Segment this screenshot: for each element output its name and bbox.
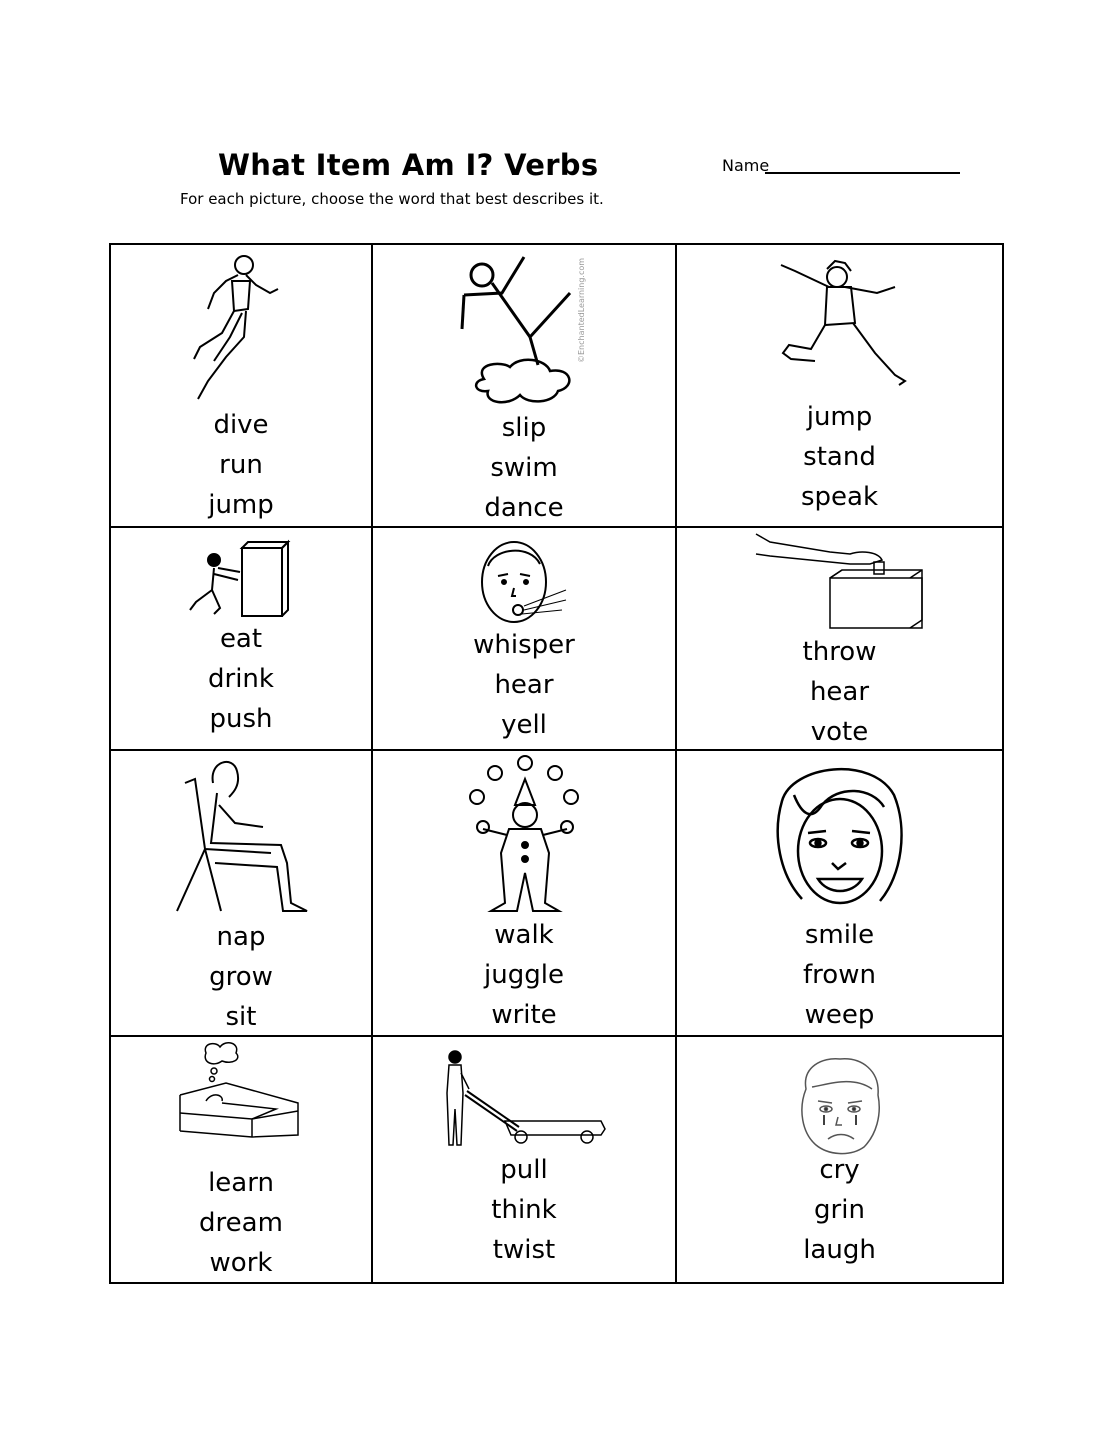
word-option[interactable]: walk (494, 920, 554, 950)
word-option[interactable]: nap (216, 922, 266, 952)
word-option[interactable]: pull (500, 1155, 548, 1185)
word-option[interactable]: dance (484, 493, 564, 523)
cell-5[interactable] (372, 527, 676, 750)
cell-12[interactable] (676, 1036, 1003, 1283)
svg-text:©EnchantedLearning.com: ©EnchantedLearning.com (577, 257, 586, 363)
word-option[interactable]: grow (209, 962, 273, 992)
word-option[interactable]: jump (208, 490, 274, 520)
word-option[interactable]: dream (199, 1208, 283, 1238)
slipping-figure-icon (373, 253, 675, 408)
cell-10[interactable] (110, 1036, 372, 1283)
name-label: Name (722, 156, 770, 175)
word-option[interactable]: push (209, 704, 273, 734)
word-option[interactable]: slip (501, 413, 547, 443)
word-option[interactable]: grin (814, 1195, 865, 1225)
pulling-wagon-icon (373, 1049, 675, 1151)
word-option[interactable]: speak (800, 482, 879, 512)
sitting-woman-icon (111, 753, 371, 915)
juggling-clown-icon (373, 753, 675, 915)
word-option[interactable]: cry (819, 1155, 860, 1185)
word-option[interactable]: frown (803, 960, 876, 990)
cell-4[interactable] (110, 527, 372, 750)
smiling-face-icon (677, 755, 1002, 913)
name-field[interactable] (765, 172, 960, 174)
dreaming-bed-icon (111, 1039, 371, 1139)
word-option[interactable]: run (219, 450, 263, 480)
pushing-box-icon (111, 538, 371, 620)
word-option[interactable]: learn (208, 1168, 274, 1198)
instructions: For each picture, choose the word that best describes it. (180, 190, 604, 208)
word-option[interactable]: yell (501, 710, 547, 740)
cell-9[interactable] (676, 750, 1003, 1036)
word-option[interactable]: smile (804, 920, 875, 950)
cell-6[interactable] (676, 527, 1003, 750)
word-option[interactable]: jump (806, 402, 873, 432)
jumping-person-icon (677, 257, 1002, 397)
word-option[interactable]: throw (802, 637, 877, 667)
word-option[interactable]: eat (219, 624, 263, 654)
word-option[interactable]: juggle (484, 960, 564, 990)
word-option[interactable]: twist (492, 1235, 556, 1265)
word-option[interactable]: write (491, 1000, 557, 1030)
word-option[interactable]: stand (803, 442, 876, 472)
word-option[interactable]: drink (208, 664, 274, 694)
word-option[interactable]: whisper (473, 630, 575, 660)
crying-face-icon (677, 1055, 1002, 1157)
word-option[interactable]: hear (809, 677, 870, 707)
word-option[interactable]: swim (490, 453, 558, 483)
cell-8[interactable] (372, 750, 676, 1036)
word-option[interactable]: laugh (803, 1235, 876, 1265)
worksheet-grid (109, 243, 1004, 1284)
word-option[interactable]: sit (225, 1002, 257, 1032)
word-option[interactable]: work (209, 1248, 273, 1278)
word-option[interactable]: hear (494, 670, 554, 700)
word-option[interactable]: weep (804, 1000, 875, 1030)
word-option[interactable]: think (491, 1195, 557, 1225)
cell-1[interactable] (110, 244, 372, 527)
word-option[interactable]: dive (213, 410, 269, 440)
cell-7[interactable] (110, 750, 372, 1036)
ballot-box-icon (677, 530, 1002, 630)
runner-icon (111, 251, 371, 406)
cell-11[interactable] (372, 1036, 676, 1283)
page-title: What Item Am I? Verbs (218, 148, 599, 182)
whispering-face-icon (373, 538, 675, 628)
cell-3[interactable] (676, 244, 1003, 527)
cell-2[interactable] (372, 244, 676, 527)
word-option[interactable]: vote (810, 717, 869, 747)
